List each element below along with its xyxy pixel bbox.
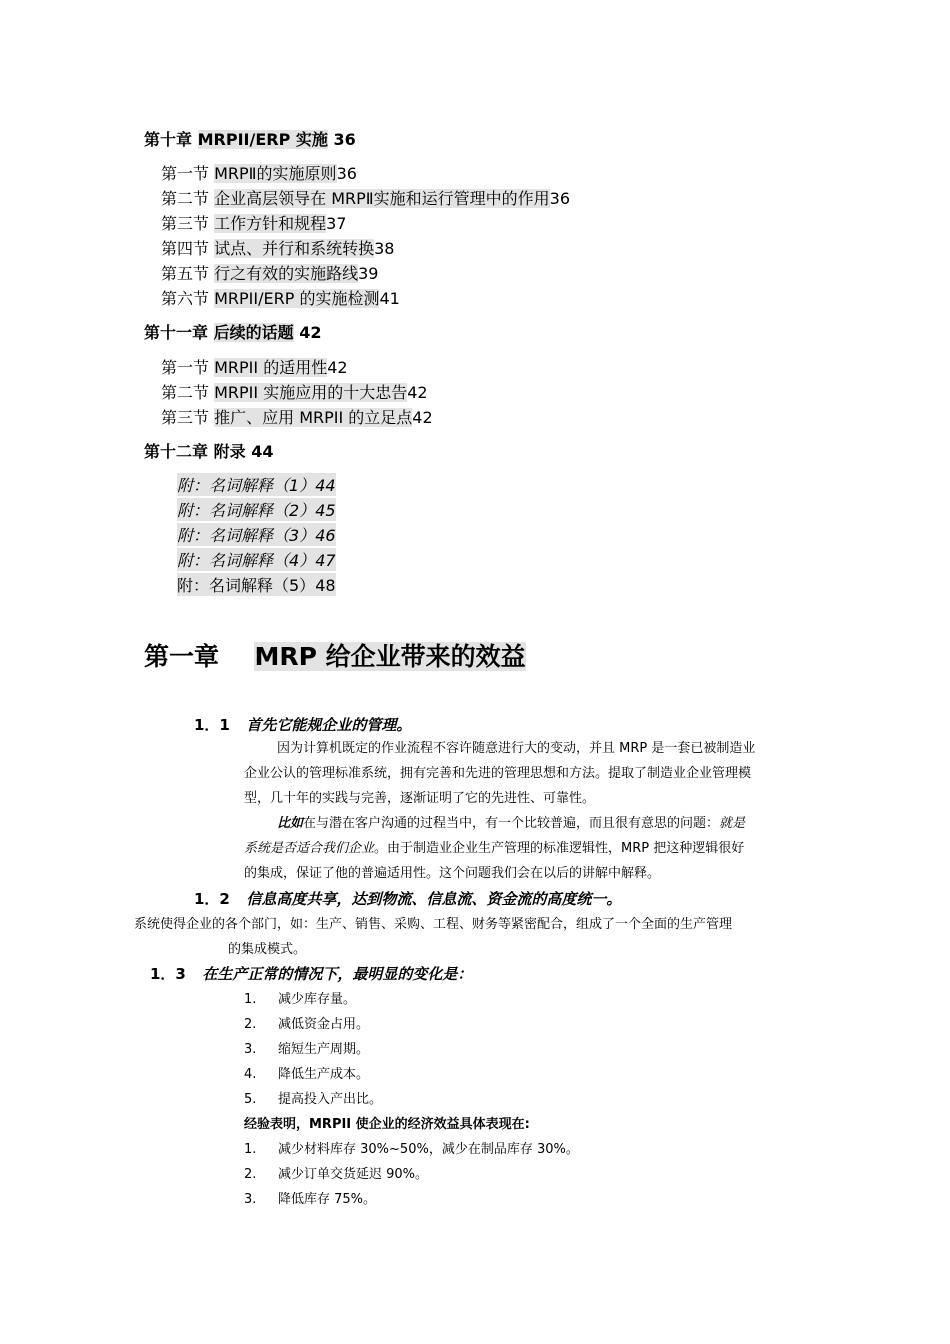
toc-section-label: 第五节	[161, 264, 210, 283]
section-number: 1．1	[194, 716, 230, 734]
list-text: 降低生产成本。	[278, 1067, 370, 1082]
list-text: 减少材料库存 30%~50%，减少在制品库存 30%。	[278, 1142, 579, 1157]
toc-appendix-item[interactable]	[177, 573, 336, 596]
toc-page-number: 42	[299, 323, 322, 342]
toc-page-number: 47	[315, 551, 336, 570]
toc-section-title: MRPII 实施应用的十大忠告	[214, 383, 408, 402]
toc-section-title: 推广、应用 MRPII 的立足点	[214, 408, 413, 427]
toc-appendix-title: 附：名词解释（3）	[177, 526, 316, 545]
toc-chapter-11[interactable]	[144, 320, 321, 343]
toc-section-title: MRPII/ERP 的实施检测	[214, 289, 380, 308]
toc-page-number: 42	[412, 408, 433, 427]
list-number: 3.	[244, 1192, 257, 1207]
section-heading-1-1	[194, 714, 411, 735]
text-line: 因为计算机既定的作业流程不容许随意进行大的变动，并且 MRP 是一套已被制造业	[277, 741, 756, 756]
toc-section-title: 行之有效的实施路线	[214, 264, 359, 283]
toc-chapter-label: 第十章	[144, 130, 193, 149]
toc-appendix-item[interactable]	[177, 498, 336, 521]
section-heading-1-2	[194, 888, 621, 909]
list-text: 降低库存 75%。	[278, 1192, 377, 1207]
toc-section-title: 试点、并行和系统转换	[214, 239, 375, 258]
list-item	[244, 1013, 369, 1032]
toc-section[interactable]	[161, 161, 357, 184]
toc-appendix-title: 附：名词解释（4）	[177, 551, 316, 570]
list-item	[244, 1088, 382, 1107]
chapter-label: 第一章	[144, 642, 220, 671]
toc-page-number: 44	[315, 476, 336, 495]
list-item	[244, 1163, 428, 1182]
toc-page-number: 36	[333, 130, 356, 149]
text-span: 。由于制造业企业生产管理的标准逻辑性，MRP 把这种逻辑很好	[374, 841, 745, 856]
list-item	[244, 988, 356, 1007]
section-number: 1．3	[150, 965, 186, 983]
toc-chapter-title: 后续的话题	[213, 323, 294, 342]
text-span: 在与潜在客户沟通的过程当中，有一个比较普遍，而且很有意思的问题：	[303, 816, 720, 831]
section-title: 在生产正常的情况下，最明显的变化是：	[202, 965, 473, 983]
toc-page-number: 36	[336, 164, 357, 183]
toc-section[interactable]	[161, 186, 570, 209]
list-text: 提高投入产出比。	[278, 1092, 383, 1107]
list-text: 缩短生产周期。	[278, 1042, 370, 1057]
toc-appendix-item[interactable]	[177, 548, 336, 571]
toc-chapter-10[interactable]	[144, 127, 356, 150]
list-item	[244, 1138, 579, 1157]
toc-page-number: 36	[549, 189, 571, 208]
list-number: 1.	[244, 992, 257, 1007]
text-line: 型，几十年的实践与完善，逐渐证明了它的先进性、可靠性。	[244, 791, 596, 806]
section-title: 信息高度共享，达到物流、信息流、资金流的高度统一。	[246, 890, 622, 908]
toc-page-number: 38	[374, 239, 395, 258]
text-line	[244, 811, 814, 836]
list-number: 2.	[244, 1167, 257, 1182]
toc-section[interactable]	[161, 380, 428, 403]
toc-section-label: 第二节	[161, 383, 210, 402]
toc-chapter-label: 第十二章	[144, 442, 209, 461]
toc-chapter-title: 附录	[213, 442, 246, 461]
text-line: 的集成，保证了他的普遍适用性。这个问题我们会在以后的讲解中解释。	[244, 866, 661, 881]
toc-section-label: 第四节	[161, 239, 210, 258]
list-text: 减少库存量。	[278, 992, 357, 1007]
toc-section-label: 第一节	[161, 164, 210, 183]
toc-section[interactable]	[161, 236, 394, 259]
paragraph-1-1-a	[244, 736, 814, 811]
toc-section[interactable]	[161, 355, 348, 378]
toc-page-number: 42	[327, 358, 348, 377]
list-item	[244, 1063, 369, 1082]
toc-section-label: 第三节	[161, 408, 210, 427]
list-number: 5.	[244, 1092, 257, 1107]
text-line: 企业公认的管理标准系统，拥有完善和先进的管理思想和方法。提取了制造业企业管理模	[244, 766, 752, 781]
toc-section[interactable]	[161, 261, 378, 284]
toc-page-number: 44	[251, 442, 274, 461]
toc-chapter-label: 第十一章	[144, 323, 209, 342]
toc-section-title: MRPⅡ的实施原则	[214, 164, 337, 183]
toc-section-title: 工作方针和规程	[214, 214, 327, 233]
list-number: 2.	[244, 1017, 257, 1032]
list-text: 减少订单交货延迟 90%。	[278, 1167, 429, 1182]
toc-section-label: 第一节	[161, 358, 210, 377]
text-line: 系统使得企业的各个部门，如：生产、销售、采购、工程、财务等紧密配合，组成了一个全面的生产管理	[134, 917, 733, 932]
chapter-title: MRP 给企业带来的效益	[254, 642, 526, 671]
section-number: 1．2	[194, 890, 230, 908]
toc-page-number: 48	[315, 576, 336, 595]
toc-chapter-12[interactable]	[144, 439, 273, 462]
toc-page-number: 42	[407, 383, 428, 402]
toc-chapter-title: MRPII/ERP 实施	[197, 130, 328, 149]
toc-appendix-title: 附：名词解释（1）	[177, 476, 316, 495]
toc-section-label: 第三节	[161, 214, 210, 233]
toc-section[interactable]	[161, 211, 346, 234]
toc-appendix-item[interactable]	[177, 473, 336, 496]
list-number: 4.	[244, 1067, 257, 1082]
list-item	[244, 1188, 376, 1207]
toc-section-label: 第二节	[161, 189, 210, 208]
emphasis-text: 比如	[277, 816, 304, 831]
toc-appendix-item[interactable]	[177, 523, 336, 546]
chapter-heading	[144, 637, 526, 673]
toc-section[interactable]	[161, 286, 400, 309]
text-line	[244, 836, 814, 861]
toc-section-title: 企业高层领导在 MRPⅡ实施和运行管理中的作用	[214, 189, 550, 208]
list-number: 1.	[244, 1142, 257, 1157]
section-heading-1-3	[150, 963, 472, 984]
paragraph-1-1-b	[244, 811, 814, 886]
toc-section-title: MRPII 的适用性	[214, 358, 328, 377]
subheading: 经验表明，MRPII 使企业的经济效益具体表现在:	[244, 1117, 530, 1132]
toc-appendix-title: 附：名词解释（2）	[177, 501, 316, 520]
toc-page-number: 46	[315, 526, 336, 545]
toc-page-number: 45	[315, 501, 336, 520]
toc-page-number: 39	[358, 264, 379, 283]
list-item	[244, 1038, 369, 1057]
toc-section[interactable]	[161, 405, 433, 428]
text-line: 的集成模式。	[228, 942, 307, 957]
emphasis-text: 就是	[719, 816, 746, 831]
toc-appendix-title: 附：名词解释（5）	[177, 576, 316, 595]
toc-section-label: 第六节	[161, 289, 210, 308]
list-number: 3.	[244, 1042, 257, 1057]
section-title: 首先它能规企业的管理。	[246, 716, 412, 734]
toc-page-number: 37	[326, 214, 347, 233]
toc-page-number: 41	[379, 289, 400, 308]
emphasis-text: 系统是否适合我们企业	[244, 841, 375, 856]
list-text: 减低资金占用。	[278, 1017, 370, 1032]
